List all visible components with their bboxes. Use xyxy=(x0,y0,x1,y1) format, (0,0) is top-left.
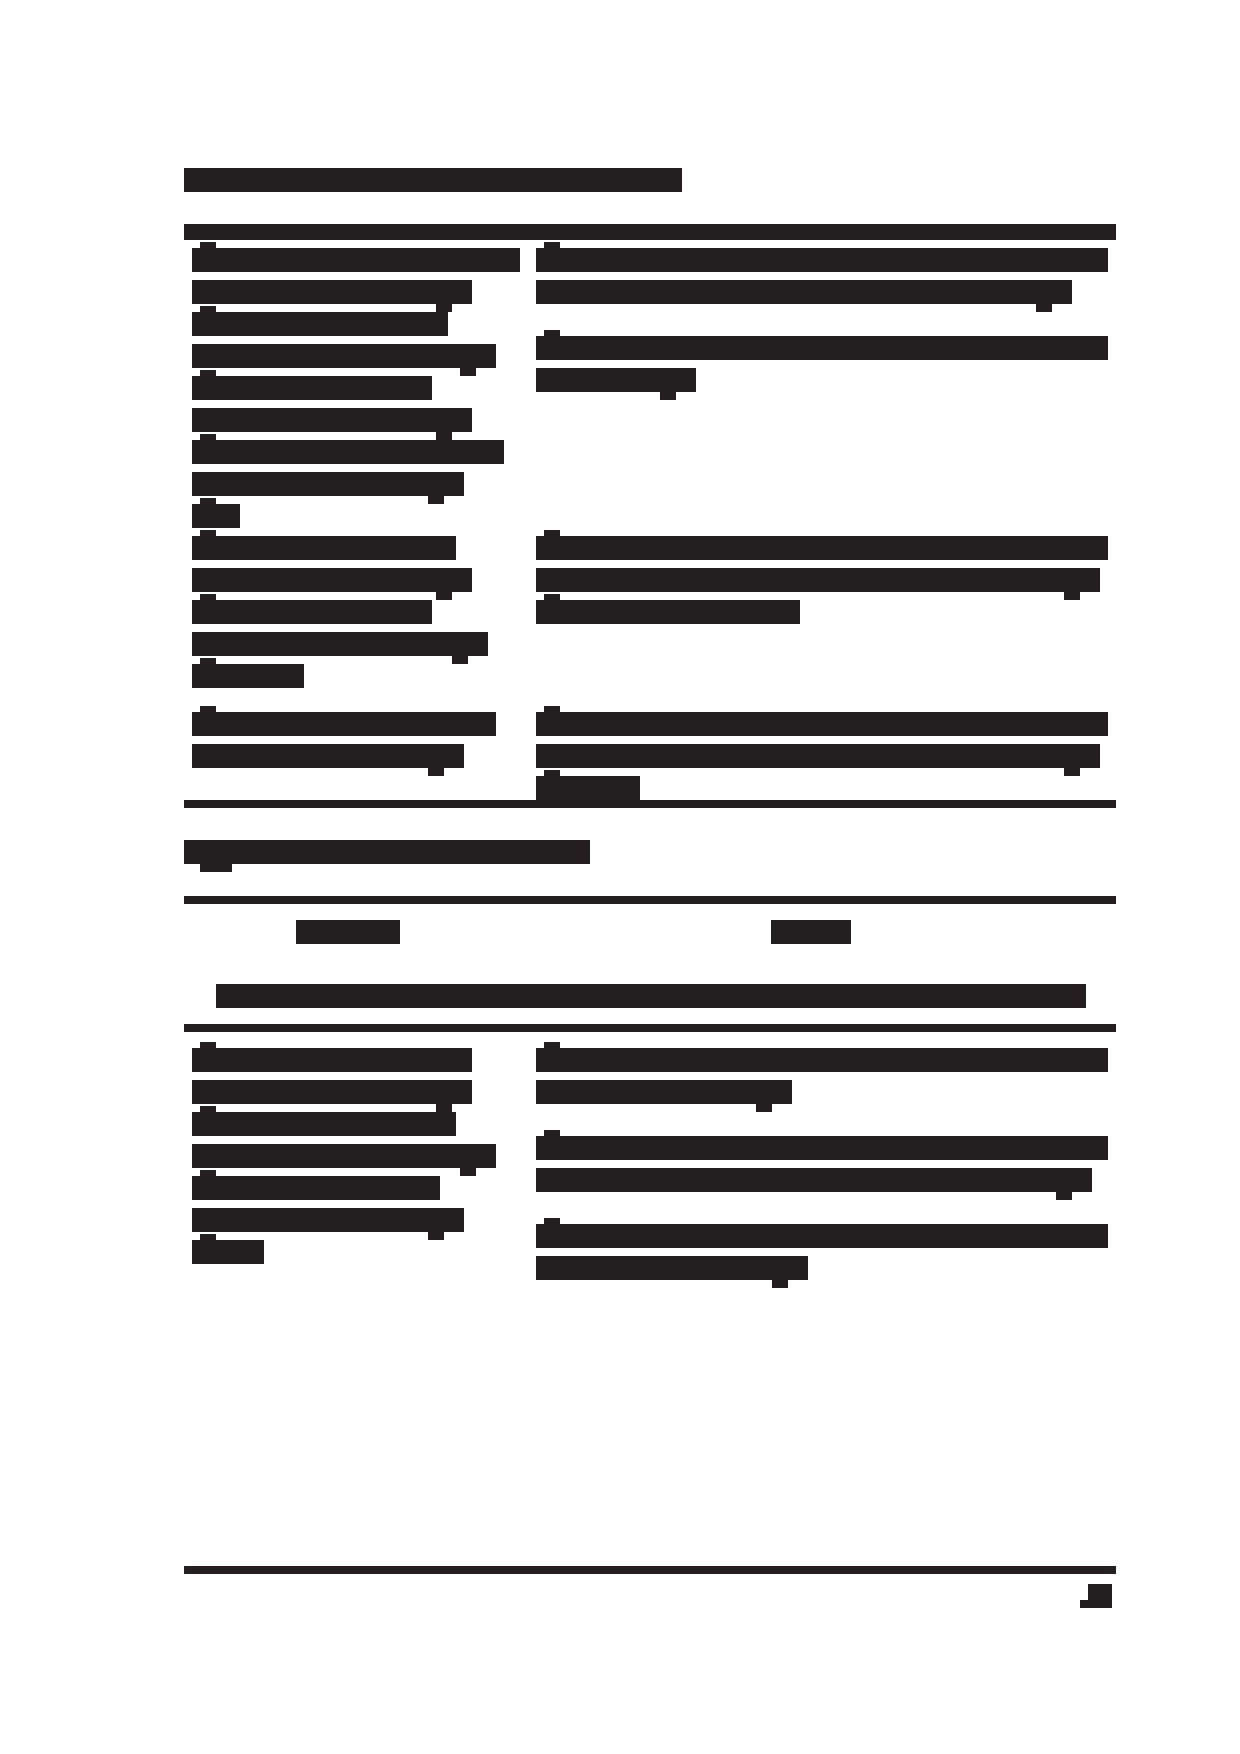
redacted-text-line xyxy=(536,744,1100,768)
redacted-text-line xyxy=(192,1048,472,1072)
redacted-text-line xyxy=(192,632,488,656)
redacted-text-line xyxy=(536,1224,1108,1248)
redacted-text-line xyxy=(536,1048,1108,1072)
table1-row-2-right-para-1 xyxy=(536,536,1108,632)
table1-row-1-left xyxy=(192,248,520,536)
redacted-text-line xyxy=(192,1112,456,1136)
table1-row-3-right-para-1 xyxy=(536,712,1108,808)
table2-header-rule xyxy=(184,1024,1116,1032)
table2-top-rule xyxy=(184,896,1116,904)
redacted-text-line xyxy=(192,1208,464,1232)
table2-row-1-right-para-2 xyxy=(536,1136,1108,1200)
table1-top-rule xyxy=(184,224,1116,240)
redacted-text-line xyxy=(536,248,1108,272)
redacted-text-line xyxy=(536,568,1100,592)
table2-row-1-left xyxy=(192,1048,496,1272)
table1-caption xyxy=(184,168,682,192)
redacted-text-line xyxy=(536,1080,792,1104)
redacted-text-line xyxy=(192,568,472,592)
table2-header-col2 xyxy=(771,920,851,944)
redacted-text-line xyxy=(192,1144,496,1168)
page-number xyxy=(1088,1584,1112,1608)
table2-spanning-header xyxy=(216,984,1086,1008)
redacted-text-line xyxy=(536,536,1108,560)
redacted-text-line xyxy=(192,1240,264,1264)
redacted-text-line xyxy=(192,744,464,768)
redacted-text-line xyxy=(192,376,432,400)
redacted-text-line xyxy=(192,408,472,432)
table2-caption xyxy=(184,840,590,864)
table1-row-2-left xyxy=(192,536,488,696)
redacted-text-line xyxy=(536,368,696,392)
redacted-text-line xyxy=(536,712,1108,736)
redacted-text-line xyxy=(192,440,504,464)
footer-rule xyxy=(184,1566,1116,1574)
redacted-text-line xyxy=(192,472,464,496)
table1-row-1-right-para-2 xyxy=(536,336,1108,400)
redacted-text-line xyxy=(536,1256,808,1280)
table2-row-1-right-para-3 xyxy=(536,1224,1108,1288)
redacted-text-line xyxy=(536,1168,1092,1192)
table1-row-1-right-para-1 xyxy=(536,248,1108,312)
redacted-text-line xyxy=(192,312,448,336)
redacted-text-line xyxy=(536,280,1072,304)
table2-header-col1 xyxy=(296,920,400,944)
table1-bottom-rule xyxy=(184,800,1116,808)
redacted-text-line xyxy=(536,776,640,800)
redacted-text-line xyxy=(192,248,520,272)
redacted-text-line xyxy=(192,1176,440,1200)
redacted-text-line xyxy=(536,336,1108,360)
redacted-text-line xyxy=(192,280,472,304)
redacted-text-line xyxy=(192,344,496,368)
table1-row-3-left xyxy=(192,712,496,776)
redacted-text-line xyxy=(192,536,456,560)
redacted-text-line xyxy=(192,600,432,624)
table2-caption-descender xyxy=(200,864,232,872)
table2-row-1-right-para-1 xyxy=(536,1048,1108,1112)
redacted-text-line xyxy=(192,712,496,736)
redacted-text-line xyxy=(192,504,240,528)
redacted-text-line xyxy=(192,1080,472,1104)
redacted-text-line xyxy=(536,1136,1108,1160)
redacted-text-line xyxy=(536,600,800,624)
redacted-text-line xyxy=(192,664,304,688)
page-number-tail xyxy=(1080,1600,1088,1608)
